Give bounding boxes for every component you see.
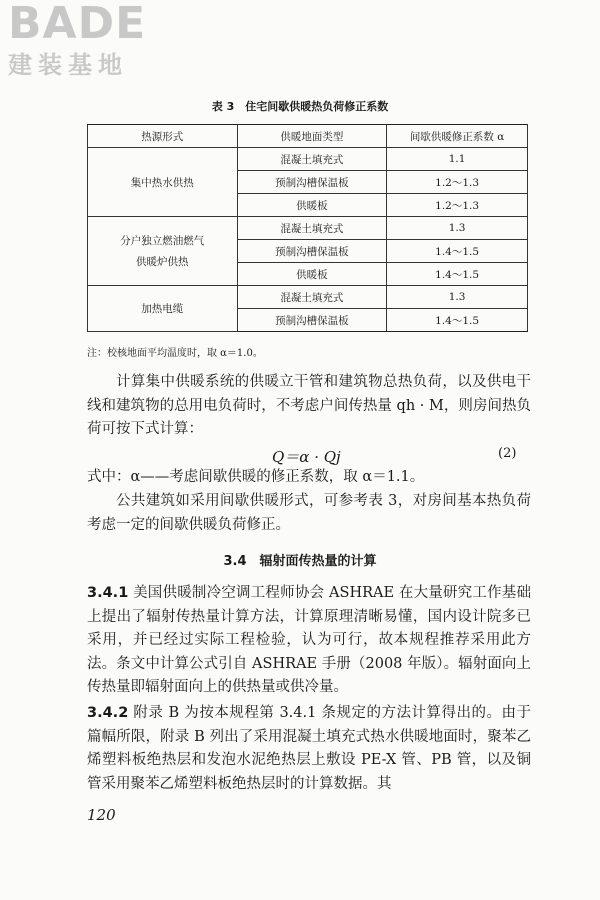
floor-type-cell: 混凝土填充式 xyxy=(237,148,387,171)
coefficient-cell: 1.2～1.3 xyxy=(387,171,528,194)
heat-source-cell: 集中热水供热 xyxy=(88,148,238,217)
logo-brand: BADE xyxy=(8,0,147,49)
floor-type-cell: 混凝土填充式 xyxy=(237,286,387,309)
header-floor-type: 供暖地面类型 xyxy=(237,125,387,148)
clause-text: 附录 B 为按本规程第 3.4.1 条规定的方法计算得出的。由于篇幅所限，附录 B 列出了采用混凝土填充式热水供暖地面时，聚苯乙烯塑料板绝热层和发泡水泥绝热层上敷设 PE-X 管、PB 管，以及铜管采用聚苯乙烯塑料板绝热层时的计算数据。其 xyxy=(87,705,532,792)
heat-source-cell: 加热电缆 xyxy=(88,286,238,332)
coefficient-cell: 1.1 xyxy=(387,148,528,171)
formula-expression: Q＝α · Qj xyxy=(272,448,341,466)
heat-source-line: 分户独立燃油燃气 xyxy=(120,235,205,247)
correction-factor-table xyxy=(87,124,528,332)
coefficient-cell: 1.4～1.5 xyxy=(387,309,528,332)
floor-type-cell: 预制沟槽保温板 xyxy=(237,171,387,194)
paragraph-public-buildings: 公共建筑如采用间歇供暖形式，可参考表 3，对房间基本热负荷考虑一定的间歇供暖负荷修正。 xyxy=(87,493,531,533)
clause-number: 3.4.2 xyxy=(87,705,129,721)
clause-3-4-2 xyxy=(87,702,531,796)
coefficient-cell: 1.3 xyxy=(387,286,528,309)
header-heat-source: 热源形式 xyxy=(88,125,238,148)
clause-number: 3.4.1 xyxy=(87,585,129,601)
coefficient-cell: 1.2～1.3 xyxy=(387,194,528,217)
table-title: 表 3 住宅间歇供暖热负荷修正系数 xyxy=(211,100,389,113)
floor-type-cell: 供暖板 xyxy=(237,194,387,217)
formula-number: (2) xyxy=(498,446,517,461)
logo-subtitle: 建装基地 xyxy=(8,51,128,79)
coefficient-cell: 1.4～1.5 xyxy=(387,263,528,286)
page-number: 120 xyxy=(87,806,116,824)
header-coefficient: 间歇供暖修正系数 α xyxy=(387,125,528,148)
heat-source-cell xyxy=(88,217,238,286)
paragraph-load-calc: 计算集中供暖系统的供暖立干管和建筑物总热负荷，以及供电干线和建筑物的总用电负荷时，不考虑户间传热量 qh · M，则房间热负荷可按下式计算： xyxy=(87,374,531,437)
coefficient-cell: 1.4～1.5 xyxy=(387,240,528,263)
table-row xyxy=(88,217,528,240)
watermark-logo xyxy=(8,2,188,80)
section-title-3-4: 3.4 辐射面传热量的计算 xyxy=(223,554,377,569)
table-row xyxy=(88,148,528,171)
floor-type-cell: 供暖板 xyxy=(237,263,387,286)
floor-type-cell: 预制沟槽保温板 xyxy=(237,309,387,332)
clause-text: 美国供暖制冷空调工程师协会 ASHRAE 在大量研究工作基础上提出了辐射传热量计算方法，计算原理清晰易懂，国内设计院多已采用，并已经过实际工程检验，认为可行，故本规程推荐采用此方法。条文中计算公式引自 ASHRAE 手册（2008 年版）。辐射面向上传热量即辐射面向上的供热量或供冷量。 xyxy=(87,585,531,695)
table-note: 注：校核地面平均温度时，取 α＝1.0。 xyxy=(87,348,263,359)
table-header-row xyxy=(88,125,528,148)
heat-source-line: 供暖炉供热 xyxy=(136,256,189,268)
floor-type-cell: 预制沟槽保温板 xyxy=(237,240,387,263)
formula-explanation: 式中：α——考虑间歇供暖的修正系数，取 α＝1.1。 xyxy=(87,469,425,485)
formula-2 xyxy=(0,446,600,466)
table-row xyxy=(88,286,528,309)
coefficient-cell: 1.3 xyxy=(387,217,528,240)
floor-type-cell: 混凝土填充式 xyxy=(237,217,387,240)
clause-3-4-1 xyxy=(87,582,531,700)
